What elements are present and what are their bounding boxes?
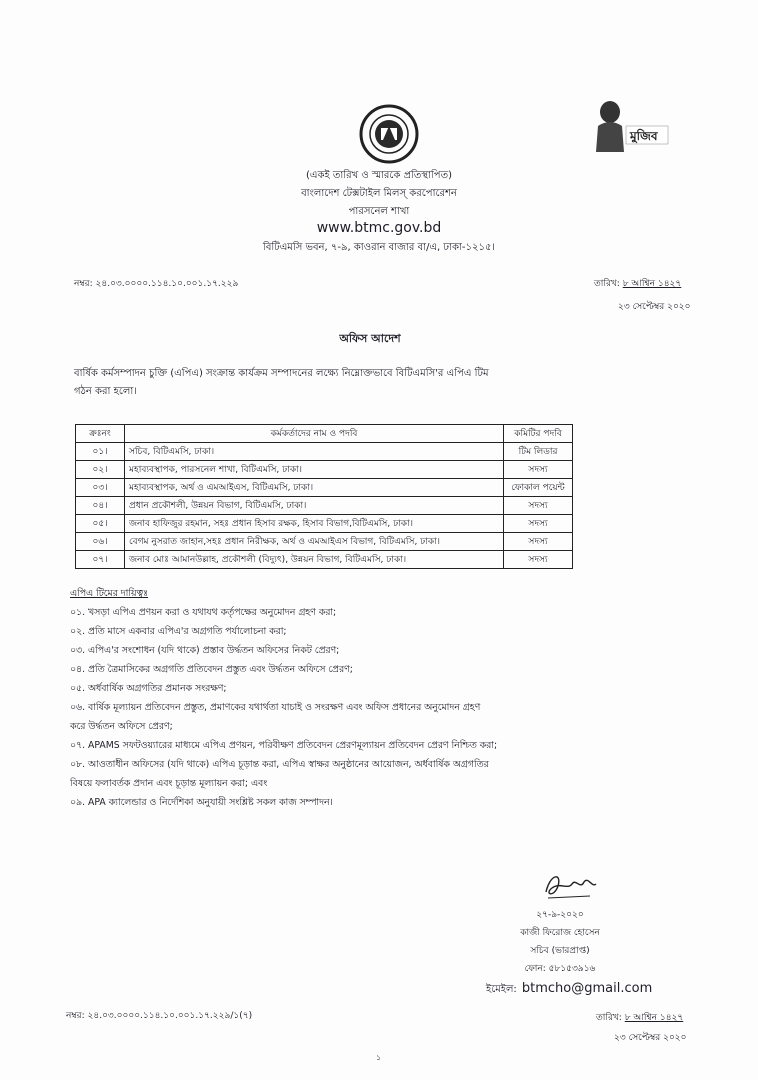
row-role: টিম লিডার xyxy=(504,443,573,461)
intro-line2: গঠন করা হলো। xyxy=(74,386,137,397)
row-role: সদস্য xyxy=(504,533,573,551)
page-title: অফিস আদেশ xyxy=(339,332,401,345)
table-row xyxy=(76,515,573,533)
table-row xyxy=(76,497,573,515)
row-name: জনাব মোঃ আমানউল্লাহ, প্রকৌশলী (বিদ্যুৎ), উন্নয়ন বিভাগ, বিটিএমসি, ঢাকা। xyxy=(125,551,504,569)
header-name: কর্মকর্তাদের নাম ও পদবি xyxy=(125,425,504,443)
page-number: ১ xyxy=(376,1053,382,1062)
duty-item: ০৯. APA ক্যালেন্ডার ও নির্দেশিকা অনুযায়ী সংশ্লিষ্ট সকল কাজ সম্পাদন। xyxy=(70,797,333,808)
row-role: সদস্য xyxy=(504,551,573,569)
footer-date-bn: ৮ আশ্বিন ১৪২৭ xyxy=(624,1013,684,1023)
signatory-designation: সচিব (ভারপ্রাপ্ত) xyxy=(530,946,590,956)
signatory-phone: ফোন: ৫৮১৫৩৯১৬ xyxy=(524,964,596,974)
row-serial: ০১। xyxy=(76,443,125,461)
row-name: প্রধান প্রকৌশলী, উন্নয়ন বিভাগ, বিটিএমসি, ঢাকা। xyxy=(125,497,504,515)
footer-date-label: তারিখ: xyxy=(596,1013,622,1023)
email-address: btmcho@gmail.com xyxy=(521,981,653,996)
table-row xyxy=(76,479,573,497)
footer-date xyxy=(596,1010,706,1025)
portrait-icon xyxy=(592,96,672,152)
row-serial: ০৫। xyxy=(76,515,125,533)
memo-date-label: তারিখ: xyxy=(594,279,620,289)
org-name: বাংলাদেশ টেক্সটাইল মিলস্ করপোরেশন xyxy=(301,188,457,199)
row-serial: ০২। xyxy=(76,461,125,479)
signatory-name: কাজী ফিরোজ হোসেন xyxy=(520,928,600,938)
header-serial: ক্রঃনং xyxy=(76,425,125,443)
memo-date-bn: ৮ আশ্বিন ১৪২৭ xyxy=(622,279,682,289)
address: বিটিএমসি ভবন, ৭-৯, কাওরান বাজার বা/এ, ঢাকা-১২১৫। xyxy=(262,242,496,253)
table-row xyxy=(76,551,573,569)
header-line1: (একই তারিখ ও স্মারকে প্রতিস্থাপিত) xyxy=(306,170,452,181)
table-row xyxy=(76,461,573,479)
signature-icon xyxy=(540,868,600,904)
row-name: বেগম নুসরাত জাহান,সহঃ প্রধান নিরীক্ষক, অর্থ ও এমআইএস বিভাগ, বিটিএমসি, ঢাকা। xyxy=(125,533,504,551)
duty-item: ০৫. অর্ধবার্ষিক অগ্রগতির প্রমানক সংরক্ষণ; xyxy=(70,683,227,694)
footer-date-en: ২৩ সেপ্টেম্বর ২০২০ xyxy=(614,1033,687,1043)
signature-block xyxy=(460,906,660,978)
row-name: জনাব হাফিজুর রহমান, সহঃ প্রধান হিসাব রক্ষক, হিসাব বিভাগ,বিটিএমসি, ঢাকা। xyxy=(125,515,504,533)
duty-item: ০১. খসড়া এপিএ প্রণয়ন করা ও যথাযথ কর্তৃপক্ষের অনুমোদন গ্রহণ করা; xyxy=(70,607,337,618)
row-name: সচিব, বিটিএমসি, ঢাকা। xyxy=(125,443,504,461)
duty-item: ০২. প্রতি মাসে একবার এপিএ'র অগ্রগতি পর্যালোচনা করা; xyxy=(70,626,287,637)
row-serial: ০৬। xyxy=(76,533,125,551)
table-row xyxy=(76,443,573,461)
duty-item: করে উর্দ্ধতন অফিসে প্রেরণ; xyxy=(70,721,173,732)
row-name: মহাব্যবস্থাপক, পারসনেল শাখা, বিটিএমসি, ঢাকা। xyxy=(125,461,504,479)
signature-date: ২৭-৯-২০২০ xyxy=(536,910,584,920)
email-label: ইমেইল: xyxy=(486,984,517,995)
branch-name: পারসনেল শাখা xyxy=(348,206,410,217)
duties-section xyxy=(70,584,610,812)
row-name: মহাব্যবস্থাপক, অর্থ ও এমআইএস, বিটিএমসি, ঢাকা। xyxy=(125,479,504,497)
btmc-logo-icon xyxy=(359,104,419,164)
row-serial: ০৩। xyxy=(76,479,125,497)
portrait-caption: মুজিব xyxy=(630,129,658,143)
signatory-email-line xyxy=(486,977,652,999)
intro-line1: বার্ষিক কর্মসম্পাদন চুক্তি (এপিএ) সংক্রান্ত কার্যক্রম সম্পাদনের লক্ষ্যে নিম্নোক্তভাবে বিটিএমসি'র এপিএ টিম xyxy=(74,368,489,379)
duty-item: ০৮. আওতাধীন অফিসের (যদি থাকে) এপিএ চূড়ান্ত করা, এপিএ স্বাক্ষর অনুষ্ঠানের আয়োজন, অর্ধবার্ষিক অগ্রগতির xyxy=(70,759,489,770)
website: www.btmc.gov.bd xyxy=(316,220,442,236)
memo-number: নম্বর: ২৪.০৩.০০০০.১১৪.১০.০০১.১৭.২২৯ xyxy=(74,279,239,289)
duty-item: ০৭. APAMS সফটওয়্যারের মাধ্যমে এপিএ প্রণয়ন, পরিবীক্ষণ প্রতিবেদন প্রেরণমূল্যায়ন প্রতিবেদন প্রেরণ নিশ্চিত করা; xyxy=(70,740,498,751)
duty-item: ০৩. এপিএ'র সংশোধন (যদি থাকে) প্রস্তাব উর্দ্ধতন অফিসের নিকট প্রেরণ; xyxy=(70,645,340,656)
memo-date-en: ২৩ সেপ্টেম্বর ২০২০ xyxy=(618,302,691,312)
table-header-row xyxy=(76,425,573,443)
row-role: ফোকাল পয়েন্ট xyxy=(504,479,573,497)
footer-number: নম্বর: ২৪.০৩.০০০০.১১৪.১০.০০১.১৭.২২৯/১(৭) xyxy=(66,1011,253,1021)
row-role: সদস্য xyxy=(504,461,573,479)
duty-item: ০৪. প্রতি ত্রৈমাসিকের অগ্রগতি প্রতিবেদন প্রস্তুত এবং উর্দ্ধতন অফিসে প্রেরণ; xyxy=(70,664,353,675)
header-role: কমিটির পদবি xyxy=(504,425,573,443)
duties-heading: এপিএ টিমের দায়িত্বঃ xyxy=(70,588,149,599)
row-serial: ০৭। xyxy=(76,551,125,569)
row-serial: ০৪। xyxy=(76,497,125,515)
duty-item: বিষয়ে ফলাবর্তক প্রদান এবং চূড়ান্ত মূল্যায়ন করা; এবং xyxy=(70,778,268,789)
committee-table xyxy=(75,424,573,569)
table-row xyxy=(76,533,573,551)
duty-item: ০৬. বার্ষিক মূল্যায়ন প্রতিবেদন প্রস্তুত, প্রমাণকের যথার্থতা যাচাই ও সংরক্ষণ এবং অফিস প্রধানের অনুমোদন গ্রহণ xyxy=(70,702,481,713)
memo-date xyxy=(594,276,704,291)
row-role: সদস্য xyxy=(504,515,573,533)
row-role: সদস্য xyxy=(504,497,573,515)
